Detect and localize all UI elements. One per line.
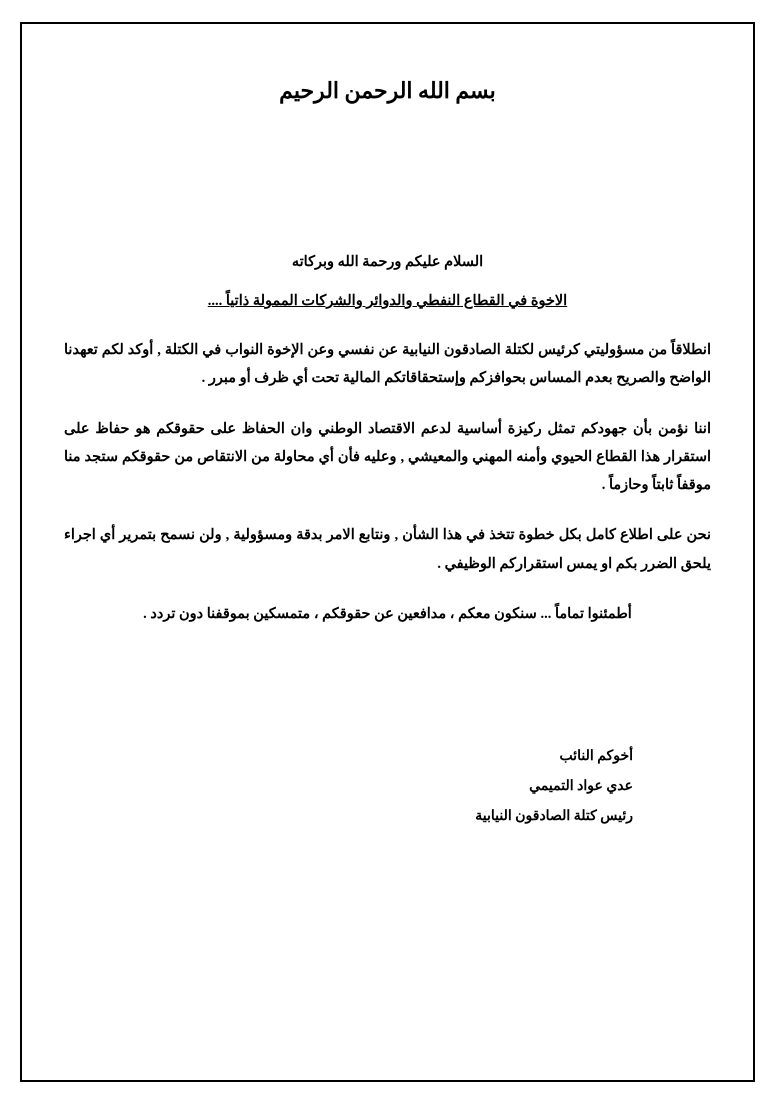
signature-block	[64, 742, 711, 832]
basmala-heading: بسم الله الرحمن الرحيم	[279, 78, 496, 103]
paragraph-4: أطمئنوا تماماً ... سنكون معكم ، مدافعين عن حقوقكم ، متمسكين بموقفنا دون تردد .	[143, 605, 632, 622]
signature-role-prefix: أخوكم النائب	[559, 749, 633, 765]
signature-name: عدي عواد التميمي	[529, 779, 633, 795]
signature-spacer	[64, 650, 711, 742]
greeting-line: السلام عليكم ورحمة الله وبركاته	[291, 254, 484, 270]
paragraph-1: انطلاقاً من مسؤوليتي كرئيس لكتلة الصادقون النيابية عن نفسي وعن الإخوة النواب في الكتلة , أوكد لكم تعهدنا الواضح والصريح بعدم المساس بحوافزكم وإستحقاقاتكم المالية تحت أي ظرف أو مبرر .	[64, 342, 711, 387]
addressee-line: الاخوة في القطاع النفطي والدوائر والشركات الممولة ذاتياً ....	[207, 293, 568, 309]
document-body	[20, 22, 755, 832]
paragraph-3: نحن على اطلاع كامل بكل خطوة تتخذ في هذا الشأن , ونتابع الامر بدقة ومسؤولية , ولن نسمح بتمرير أي اجراء يلحق الضرر بكم او يمس استقراركم الوظيفي .	[64, 527, 711, 572]
signature-title: رئيس كتلة الصادقون النيابية	[475, 809, 633, 825]
paragraph-2: اننا نؤمن بأن جهودكم تمثل ركيزة أساسية لدعم الاقتصاد الوطني وان الحفاظ على حقوقكم هو حفاظ على استقرار هذا القطاع الحيوي وأمنه المهني والمعيشي , وعليه فأن أي محاولة من الانتقاص من حقوقكم ستجد منا موقفاً ثابتاً وحازماً .	[64, 420, 711, 494]
top-spacer	[64, 104, 711, 254]
